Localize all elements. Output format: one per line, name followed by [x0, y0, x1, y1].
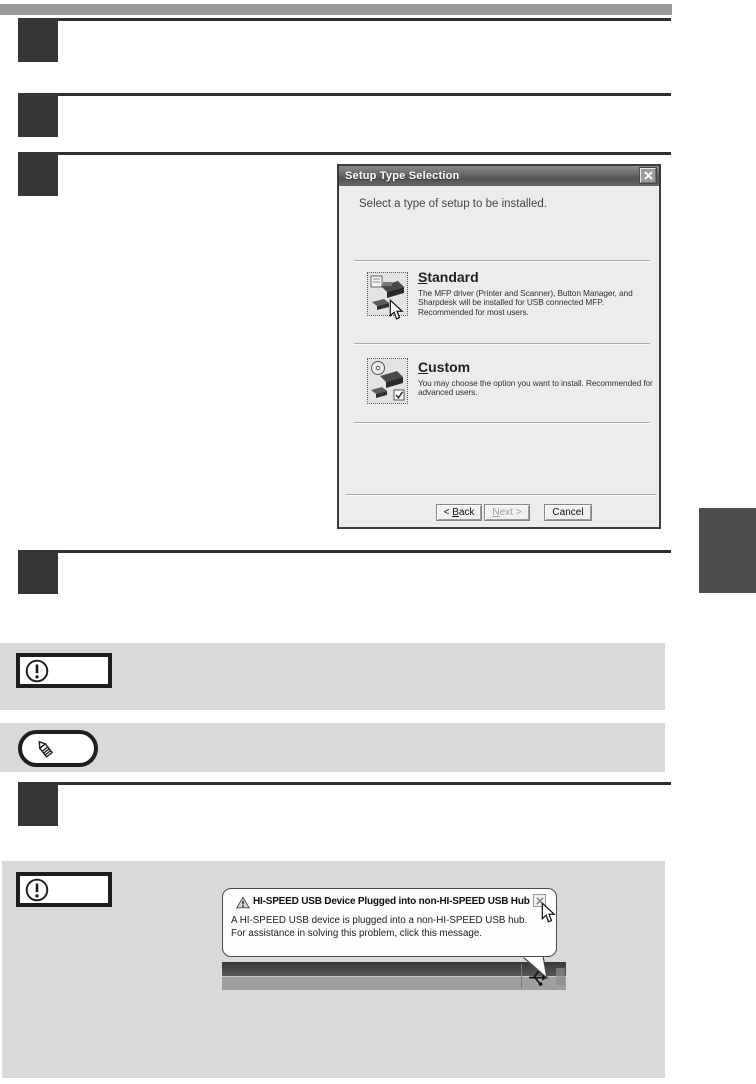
important-label-box	[16, 653, 112, 688]
note-label-box	[18, 730, 98, 767]
important-label-box	[16, 872, 112, 907]
exclamation-icon	[24, 877, 50, 903]
balloon-message[interactable]: A HI-SPEED USB device is plugged into a non-HI-SPEED USB hub. For assistance in solving this problem, click this message.	[231, 915, 528, 939]
step-number-box	[18, 550, 58, 594]
custom-option-icon[interactable]	[367, 358, 408, 404]
taskbar-fragment	[222, 962, 566, 990]
taskbar-upper	[222, 962, 566, 976]
step-number-box	[18, 782, 58, 826]
balloon-tail	[520, 956, 552, 982]
step-rule	[18, 782, 671, 785]
step-number-box	[18, 93, 58, 137]
custom-option-label[interactable]: Custom	[418, 359, 471, 375]
cursor-icon	[541, 902, 556, 923]
taskbar-lower	[222, 976, 566, 990]
cursor-icon	[389, 299, 404, 320]
divider	[354, 343, 650, 345]
balloon-title: HI-SPEED USB Device Plugged into non-HI-SPEED USB Hub	[253, 896, 530, 907]
divider	[346, 494, 656, 496]
back-button[interactable]: < Back	[436, 504, 482, 521]
important-callout-usb	[2, 861, 665, 1078]
step-number-box	[18, 18, 58, 62]
standard-option-label[interactable]: Standard	[418, 269, 479, 285]
setup-type-selection-dialog	[337, 164, 661, 529]
divider	[354, 260, 650, 262]
next-button[interactable]: Next >	[484, 504, 530, 521]
chapter-tab-marker	[699, 508, 756, 593]
dialog-instruction: Select a type of setup to be installed.	[359, 198, 547, 210]
step-number-box	[18, 152, 58, 196]
pencil-icon	[32, 736, 57, 761]
page-header-bar	[0, 4, 672, 15]
step-rule	[18, 550, 671, 553]
standard-option-description: The MFP driver (Printer and Scanner), Button Manager, and Sharpdesk will be installed for USB connected MFP. Recommended for most users.	[418, 288, 633, 317]
step-rule	[18, 152, 671, 155]
dialog-title: Setup Type Selection	[345, 170, 460, 182]
usb-warning-balloon[interactable]	[222, 888, 557, 957]
dialog-titlebar[interactable]	[339, 166, 659, 186]
warning-triangle-icon	[236, 896, 250, 909]
step-rule	[18, 93, 671, 96]
cancel-button[interactable]: Cancel	[544, 504, 592, 521]
step-rule	[18, 18, 671, 21]
partial-tray-icon	[556, 968, 565, 985]
custom-option-description: You may choose the option you want to install. Recommended for advanced users.	[418, 378, 653, 398]
note-callout	[0, 723, 665, 772]
exclamation-icon	[24, 658, 50, 684]
divider	[354, 422, 650, 424]
important-callout	[0, 643, 665, 710]
close-icon[interactable]	[640, 168, 656, 183]
